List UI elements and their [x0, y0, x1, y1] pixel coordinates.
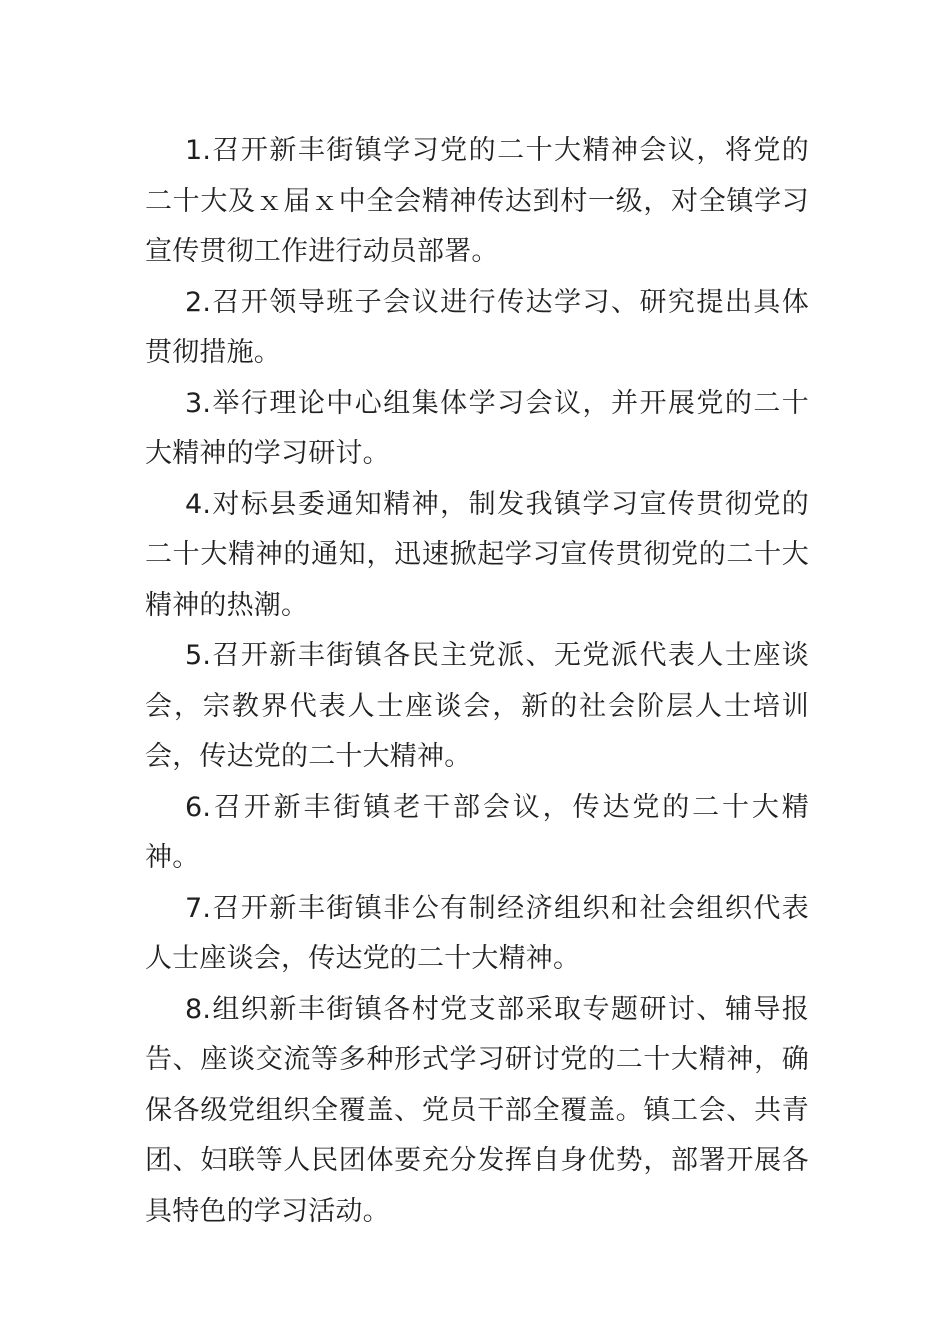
paragraph-1: 1.召开新丰街镇学习党的二十大精神会议，将党的二十大及ｘ届ｘ中全会精神传达到村一级，对全镇学习宣传贯彻工作进行动员部署。: [145, 135, 809, 267]
paragraph-2: 2.召开领导班子会议进行传达学习、研究提出具体贯彻措施。: [145, 286, 809, 368]
paragraph-6: 6.召开新丰街镇老干部会议，传达党的二十大精神。: [145, 791, 809, 873]
paragraph-8: 8.组织新丰街镇各村党支部采取专题研讨、辅导报告、座谈交流等多种形式学习研讨党的二十大精神，确保各级党组织全覆盖、党员干部全覆盖。镇工会、共青团、妇联等人民团体要充分发挥自身优势，部署开展各具特色的学习活动。: [145, 993, 809, 1227]
document-body: [145, 126, 809, 1237]
paragraph-4: 4.对标县委通知精神，制发我镇学习宣传贯彻党的二十大精神的通知，迅速掀起学习宣传贯彻党的二十大精神的热潮。: [145, 488, 809, 621]
paragraph-3: 3.举行理论中心组集体学习会议，并开展党的二十大精神的学习研讨。: [145, 387, 809, 469]
paragraph-5: 5.召开新丰街镇各民主党派、无党派代表人士座谈会，宗教界代表人士座谈会，新的社会阶层人士培训会，传达党的二十大精神。: [145, 640, 809, 772]
paragraph-7: 7.召开新丰街镇非公有制经济组织和社会组织代表人士座谈会，传达党的二十大精神。: [145, 892, 809, 974]
